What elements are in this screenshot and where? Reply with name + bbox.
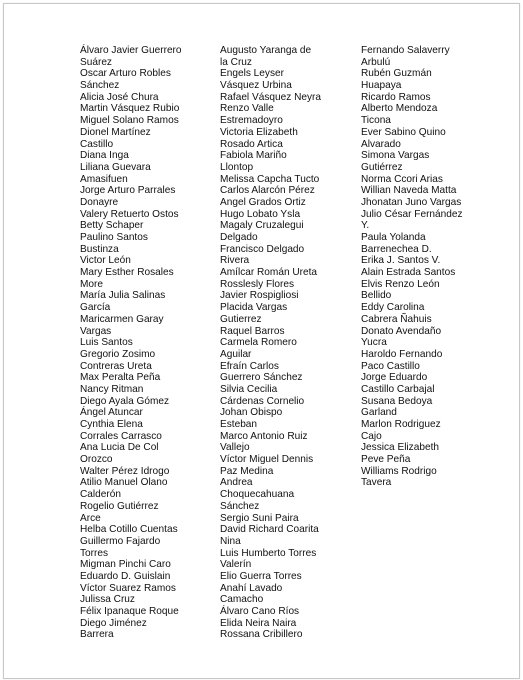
- name-line: Guerrero Sánchez: [220, 372, 303, 384]
- name-line: Eddy Carolina: [361, 302, 425, 314]
- name-line: Corrales Carrasco: [80, 430, 162, 442]
- name-line: Barrenechea D.: [361, 243, 432, 255]
- name-line: Bustinza: [80, 243, 119, 255]
- name-line: Rosslesly Flores: [220, 278, 295, 290]
- name-line: Ticona: [361, 115, 391, 127]
- name-line: Nina: [220, 535, 241, 547]
- name-line: Cynthia Elena: [80, 419, 143, 430]
- name-line: Elvis Renzo León: [361, 278, 440, 290]
- name-column-1: [80, 45, 182, 641]
- name-line: Vargas: [80, 325, 112, 337]
- name-line: Migman Pinchi Caro: [80, 559, 171, 571]
- name-line: Llontop: [220, 161, 254, 173]
- name-line: Torres: [80, 547, 109, 559]
- name-line: Ever Sabino Quino: [361, 126, 446, 138]
- name-line: Cárdenas Cornelio: [220, 395, 305, 407]
- name-line: García: [80, 302, 111, 314]
- name-line: Jessica Elizabeth: [361, 442, 439, 454]
- name-line: Rubén Guzmán: [361, 68, 432, 80]
- name-line: Gregorio Zosimo: [80, 348, 156, 360]
- name-line: Victor León: [80, 255, 131, 267]
- name-line: Max Peralta Peña: [80, 372, 161, 384]
- name-line: Sánchez: [220, 500, 260, 512]
- name-line: Amasifuen: [80, 173, 128, 185]
- name-line: Paz Medina: [220, 465, 274, 477]
- name-line: Julio César Fernández: [361, 208, 463, 220]
- name-line: Víctor Suarez Ramos: [80, 582, 176, 594]
- name-line: Willian Naveda Matta: [361, 185, 457, 197]
- name-line: Atilio Manuel Olano: [80, 477, 168, 489]
- name-line: Angel Grados Ortiz: [220, 196, 306, 208]
- name-line: Peve Peña: [361, 454, 411, 466]
- name-line: Vásquez Urbina: [220, 80, 292, 92]
- name-line: Luis Humberto Torres: [220, 547, 317, 559]
- name-line: Carlos Alarcón Pérez: [220, 185, 315, 197]
- name-line: Anahí Lavado: [220, 582, 283, 594]
- name-line: Augusto Yaranga de: [220, 45, 312, 56]
- name-line: Yucra: [361, 337, 387, 349]
- name-line: Fernando Salaverry: [361, 45, 450, 56]
- name-line: Contreras Ureta: [80, 360, 152, 372]
- name-line: Efraín Carlos: [220, 360, 279, 372]
- name-line: Martin Vásquez Rubio: [80, 103, 180, 115]
- name-line: Carmela Romero: [220, 337, 297, 349]
- name-line: Susana Bedoya: [361, 395, 433, 407]
- name-line: Félix Ipanaque Roque: [80, 606, 179, 617]
- name-line: Vallejo: [220, 442, 250, 454]
- name-line: Arbulú: [361, 56, 391, 68]
- name-line: Álvaro Cano Ríos: [220, 606, 300, 617]
- name-line: Alvarado: [361, 138, 401, 150]
- name-line: Johan Obispo: [220, 407, 283, 419]
- name-line: Ana Lucia De Col: [80, 442, 159, 454]
- name-line: Walter Pérez Idrogo: [80, 465, 170, 477]
- name-line: Elida Neira Naira: [220, 617, 297, 629]
- name-line: Amílcar Román Ureta: [220, 267, 318, 279]
- name-line: Garland: [361, 407, 397, 419]
- name-line: Helba Cotillo Cuentas: [80, 524, 178, 536]
- name-column-3: [361, 45, 463, 489]
- name-line: Haroldo Fernando: [361, 348, 443, 360]
- name-line: Placida Vargas: [220, 302, 288, 314]
- name-line: Renzo Valle: [220, 103, 274, 115]
- name-line: Jorge Eduardo: [361, 372, 428, 384]
- name-line: Victoria Elizabeth: [220, 126, 298, 138]
- name-line: Cabrera Ñahuis: [361, 313, 432, 325]
- name-line: Magaly Cruzalegui: [220, 220, 304, 232]
- name-line: Javier Rospigliosi: [220, 290, 299, 302]
- name-line: Diego Jiménez: [80, 617, 147, 629]
- name-line: Sánchez: [80, 80, 120, 92]
- name-line: Paco Castillo: [361, 360, 420, 372]
- name-line: Estremadoyro: [220, 115, 283, 127]
- name-line: Suárez: [80, 56, 112, 68]
- name-line: Orozco: [80, 454, 113, 466]
- name-line: Mary Esther Rosales: [80, 267, 174, 279]
- name-line: Dionel Martínez: [80, 126, 151, 138]
- name-line: Rosado Artica: [220, 138, 283, 150]
- name-line: Paulino Santos: [80, 232, 148, 243]
- name-line: Delgado: [220, 232, 258, 243]
- name-line: Diego Ayala Gómez: [80, 395, 170, 407]
- name-line: Sergio Suni Paira: [220, 512, 299, 524]
- name-line: Diana Inga: [80, 150, 129, 162]
- name-line: Hugo Lobato Ysla: [220, 208, 301, 220]
- name-line: Arce: [80, 512, 101, 524]
- name-line: Víctor Miguel Dennis: [220, 454, 314, 466]
- name-line: Camacho: [220, 594, 264, 606]
- name-line: Cajo: [361, 430, 382, 442]
- name-line: Nancy Ritman: [80, 383, 144, 395]
- name-line: Tavera: [361, 477, 392, 489]
- name-line: Aguilar: [220, 348, 252, 360]
- name-line: Liliana Guevara: [80, 161, 151, 173]
- name-line: Huapaya: [361, 80, 402, 92]
- name-line: Erika J. Santos V.: [361, 255, 441, 267]
- name-line: Williams Rodrigo: [361, 465, 437, 477]
- name-line: Maricarmen Garay: [80, 313, 164, 325]
- name-line: Gutierrez: [220, 313, 262, 325]
- name-line: David Richard Coarita: [220, 524, 319, 536]
- name-line: Ángel Atuncar: [80, 407, 143, 419]
- name-line: Calderón: [80, 489, 121, 501]
- name-line: Alberto Mendoza: [361, 103, 438, 115]
- name-line: Fabiola Mariño: [220, 150, 287, 162]
- name-line: Raquel Barros: [220, 325, 285, 337]
- name-line: Rafael Vásquez Neyra: [220, 91, 321, 103]
- name-line: Melissa Capcha Tucto: [220, 173, 320, 185]
- name-line: Choquecahuana: [220, 489, 295, 501]
- name-line: Barrera: [80, 629, 114, 641]
- name-line: Silvia Cecilia: [220, 383, 278, 395]
- name-line: Bellido: [361, 290, 392, 302]
- name-line: Jorge Arturo Parrales: [80, 185, 176, 197]
- name-column-2: [220, 45, 321, 641]
- name-line: More: [80, 278, 103, 290]
- name-line: Rossana Cribillero: [220, 629, 303, 641]
- name-line: Donato Avendaño: [361, 325, 442, 337]
- name-line: Esteban: [220, 419, 258, 430]
- name-line: Álvaro Javier Guerrero: [80, 45, 182, 56]
- name-line: Castillo: [80, 138, 114, 150]
- name-line: Castillo Carbajal: [361, 383, 435, 395]
- name-line: Rogelio Gutiérrez: [80, 500, 159, 512]
- name-line: María Julia Salinas: [80, 290, 166, 302]
- name-line: Guillermo Fajardo: [80, 535, 161, 547]
- name-line: Julissa Cruz: [80, 594, 135, 606]
- name-line: la Cruz: [220, 56, 252, 68]
- name-line: Rivera: [220, 255, 250, 267]
- name-line: Donayre: [80, 196, 119, 208]
- document-page: [3, 3, 520, 679]
- name-line: Y.: [361, 220, 370, 232]
- name-line: Andrea: [220, 477, 253, 489]
- name-line: Ricardo Ramos: [361, 91, 431, 103]
- name-line: Francisco Delgado: [220, 243, 305, 255]
- name-line: Engels Leyser: [220, 68, 284, 80]
- name-line: Miguel Solano Ramos: [80, 115, 179, 127]
- name-line: Marlon Rodriguez: [361, 419, 441, 430]
- name-line: Valerín: [220, 559, 252, 571]
- name-line: Simona Vargas: [361, 150, 430, 162]
- name-line: Norma Ccori Arias: [361, 173, 443, 185]
- name-line: Gutiérrez: [361, 161, 403, 173]
- name-line: Eduardo D. Guislain: [80, 570, 171, 582]
- name-line: Valery Retuerto Ostos: [80, 208, 179, 220]
- name-line: Betty Schaper: [80, 220, 144, 232]
- name-line: Alicia José Chura: [80, 91, 159, 103]
- name-line: Marco Antonio Ruiz: [220, 430, 308, 442]
- name-line: Alain Estrada Santos: [361, 267, 456, 279]
- name-line: Luis Santos: [80, 337, 133, 349]
- name-line: Oscar Arturo Robles: [80, 68, 171, 80]
- name-line: Paula Yolanda: [361, 232, 426, 243]
- name-line: Jhonatan Juno Vargas: [361, 196, 462, 208]
- name-line: Elio Guerra Torres: [220, 570, 302, 582]
